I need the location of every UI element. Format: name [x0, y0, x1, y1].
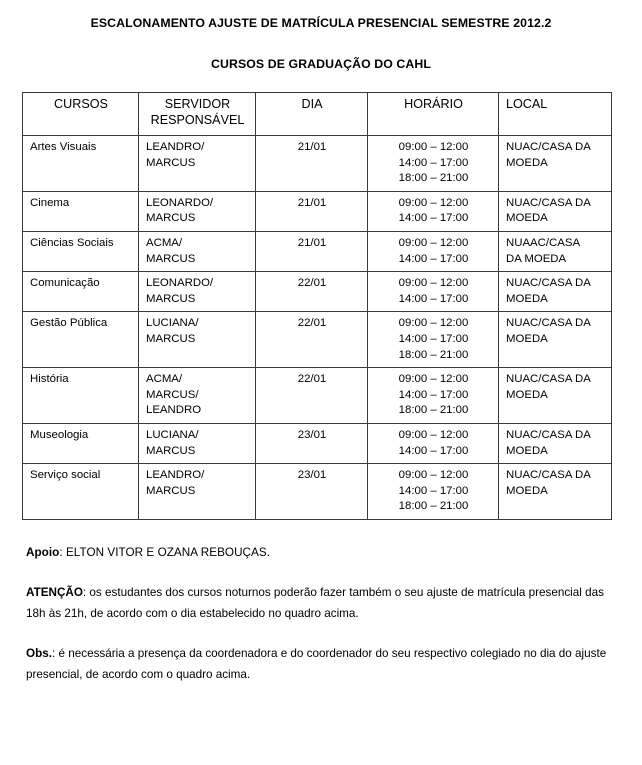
cell-servidor-line: LEONARDO/: [146, 196, 214, 209]
cell-horario: [368, 191, 499, 231]
cell-local-line: MOEDA: [506, 484, 548, 497]
table-row: [23, 272, 612, 312]
cell-horario-line: 09:00 – 12:00: [398, 196, 469, 209]
table-row: [23, 312, 612, 368]
cell-dia: 21/01: [256, 191, 368, 231]
cell-servidor-line: MARCUS: [146, 212, 196, 225]
cell-horario-line: 09:00 – 12:00: [398, 373, 469, 386]
cell-servidor-line: MARCUS: [146, 444, 196, 457]
table-header: [23, 93, 612, 136]
cell-dia: 21/01: [256, 231, 368, 271]
column-header-dia: DIA: [256, 93, 368, 136]
cell-horario: [368, 231, 499, 271]
cell-horario-line: 09:00 – 12:00: [398, 141, 469, 153]
cell-curso: Museologia: [23, 423, 139, 463]
cell-horario-line: 14:00 – 17:00: [398, 212, 469, 225]
cell-horario-line: 14:00 – 17:00: [398, 388, 469, 401]
cell-servidor-line: LEANDRO/: [146, 141, 205, 153]
column-header-servidor-responsavel: [139, 93, 256, 136]
cell-local-line: NUAC/CASA DA: [506, 141, 591, 153]
cell-horario: [368, 136, 499, 192]
cell-servidor-line: MARCUS: [146, 484, 196, 497]
cell-servidor-line: MARCUS: [146, 252, 196, 265]
cell-horario-line: 14:00 – 17:00: [398, 444, 469, 457]
cell-horario: [368, 464, 499, 520]
column-header-horario: HORÁRIO: [368, 93, 499, 136]
cell-local-line: MOEDA: [506, 212, 548, 225]
cell-dia: 23/01: [256, 423, 368, 463]
note-text: : ELTON VITOR E OZANA REBOUÇAS.: [59, 545, 271, 559]
cell-servidor-line: ACMA/: [146, 236, 183, 249]
cell-horario-line: 09:00 – 12:00: [398, 317, 469, 330]
table-row: [23, 368, 612, 424]
cell-curso: Comunicação: [23, 272, 139, 312]
note-text: : os estudantes dos cursos noturnos poderão fazer também o seu ajuste de matrícula presencial das 18h às 21h, de acordo com o dia estabelecido no quadro acima.: [26, 585, 604, 620]
cell-servidor: [139, 191, 256, 231]
cell-local: [499, 464, 612, 520]
note-label: Obs.: [26, 646, 52, 660]
column-header-servidor-line1: SERVIDOR: [164, 97, 231, 111]
cell-local-line: NUAC/CASA DA: [506, 428, 591, 441]
cell-horario: [368, 272, 499, 312]
page-title: ESCALONAMENTO AJUSTE DE MATRÍCULA PRESENCIAL SEMESTRE 2012.2: [90, 16, 552, 30]
cell-dia: 22/01: [256, 272, 368, 312]
cell-horario-line: 18:00 – 21:00: [398, 500, 469, 513]
table-body: [23, 136, 612, 520]
cell-local-line: NUAAC/CASA: [506, 236, 581, 249]
cell-curso: Serviço social: [23, 464, 139, 520]
cell-dia: 22/01: [256, 312, 368, 368]
cell-curso: História: [23, 368, 139, 424]
cell-local-line: MOEDA: [506, 332, 548, 345]
cell-servidor: [139, 272, 256, 312]
cell-servidor-line: LEONARDO/: [146, 277, 214, 290]
cell-horario-line: 09:00 – 12:00: [398, 236, 469, 249]
cell-dia: 23/01: [256, 464, 368, 520]
cell-horario: [368, 423, 499, 463]
cell-horario: [368, 312, 499, 368]
cell-local-line: NUAC/CASA DA: [506, 196, 591, 209]
cell-horario-line: 09:00 – 12:00: [398, 428, 469, 441]
cell-servidor-line: MARCUS: [146, 332, 196, 345]
cell-local: [499, 191, 612, 231]
table-row: [23, 191, 612, 231]
note-ateno: [26, 582, 611, 624]
cell-servidor: [139, 231, 256, 271]
cell-local-line: MOEDA: [506, 444, 548, 457]
cell-horario-line: 18:00 – 21:00: [398, 172, 469, 185]
column-header-cursos: CURSOS: [23, 93, 139, 136]
note-obs: [26, 643, 611, 685]
cell-curso: Ciências Sociais: [23, 231, 139, 271]
table-row: [23, 423, 612, 463]
table-header-row: [23, 93, 612, 136]
cell-horario-line: 14:00 – 17:00: [398, 332, 469, 345]
note-label: Apoio: [26, 545, 60, 559]
note-label: ATENÇÃO: [26, 585, 83, 599]
cell-local: [499, 231, 612, 271]
table-row: [23, 136, 612, 192]
cell-local: [499, 368, 612, 424]
cell-horario: [368, 368, 499, 424]
cell-servidor-line: ACMA/: [146, 373, 183, 386]
cell-servidor-line: LUCIANA/: [146, 317, 199, 330]
column-header-local: LOCAL: [499, 93, 612, 136]
schedule-table-container: [22, 92, 611, 520]
cell-horario-line: 14:00 – 17:00: [398, 252, 469, 265]
column-header-servidor-line2: RESPONSÁVEL: [150, 112, 245, 127]
cell-servidor-line: MARCUS: [146, 292, 196, 305]
cell-local-line: NUAC/CASA DA: [506, 277, 591, 290]
cell-local-line: NUAC/CASA DA: [506, 317, 591, 330]
cell-horario-line: 14:00 – 17:00: [398, 156, 469, 169]
cell-local: [499, 312, 612, 368]
cell-servidor-line: LEANDRO: [146, 404, 202, 417]
cell-curso: Artes Visuais: [23, 136, 139, 192]
table-row: [23, 231, 612, 271]
cell-local: [499, 423, 612, 463]
cell-horario-line: 09:00 – 12:00: [398, 277, 469, 290]
table-row: [23, 464, 612, 520]
notes-section: [26, 542, 611, 685]
cell-servidor: [139, 423, 256, 463]
cell-local-line: MOEDA: [506, 388, 548, 401]
cell-local-line: MOEDA: [506, 156, 548, 169]
cell-curso: Cinema: [23, 191, 139, 231]
cell-local-line: MOEDA: [506, 292, 548, 305]
cell-horario-line: 14:00 – 17:00: [398, 484, 469, 497]
page-subtitle: CURSOS DE GRADUAÇÃO DO CAHL: [211, 57, 431, 71]
cell-dia: 21/01: [256, 136, 368, 192]
cell-dia: 22/01: [256, 368, 368, 424]
cell-curso: Gestão Pública: [23, 312, 139, 368]
note-apoio: [26, 542, 611, 563]
cell-servidor: [139, 312, 256, 368]
cell-horario-line: 18:00 – 21:00: [398, 404, 469, 417]
cell-servidor: [139, 368, 256, 424]
cell-horario-line: 18:00 – 21:00: [398, 348, 469, 361]
cell-local: [499, 136, 612, 192]
cell-servidor-line: LUCIANA/: [146, 428, 199, 441]
cell-horario-line: 09:00 – 12:00: [398, 469, 469, 482]
cell-servidor: [139, 464, 256, 520]
cell-servidor-line: LEANDRO/: [146, 469, 205, 482]
cell-local-line: NUAC/CASA DA: [506, 469, 591, 482]
cell-local-line: NUAC/CASA DA: [506, 373, 591, 386]
note-text: : é necessária a presença da coordenadora e do coordenador do seu respectivo colegiado no dia do ajuste presencial, de acordo com o quadro acima.: [26, 646, 607, 681]
cell-servidor-line: MARCUS: [146, 156, 196, 169]
cell-horario-line: 14:00 – 17:00: [398, 292, 469, 305]
cell-servidor-line: MARCUS/: [146, 388, 199, 401]
cell-servidor: [139, 136, 256, 192]
schedule-table: [22, 92, 612, 520]
cell-local: [499, 272, 612, 312]
cell-local-line: DA MOEDA: [506, 252, 567, 265]
